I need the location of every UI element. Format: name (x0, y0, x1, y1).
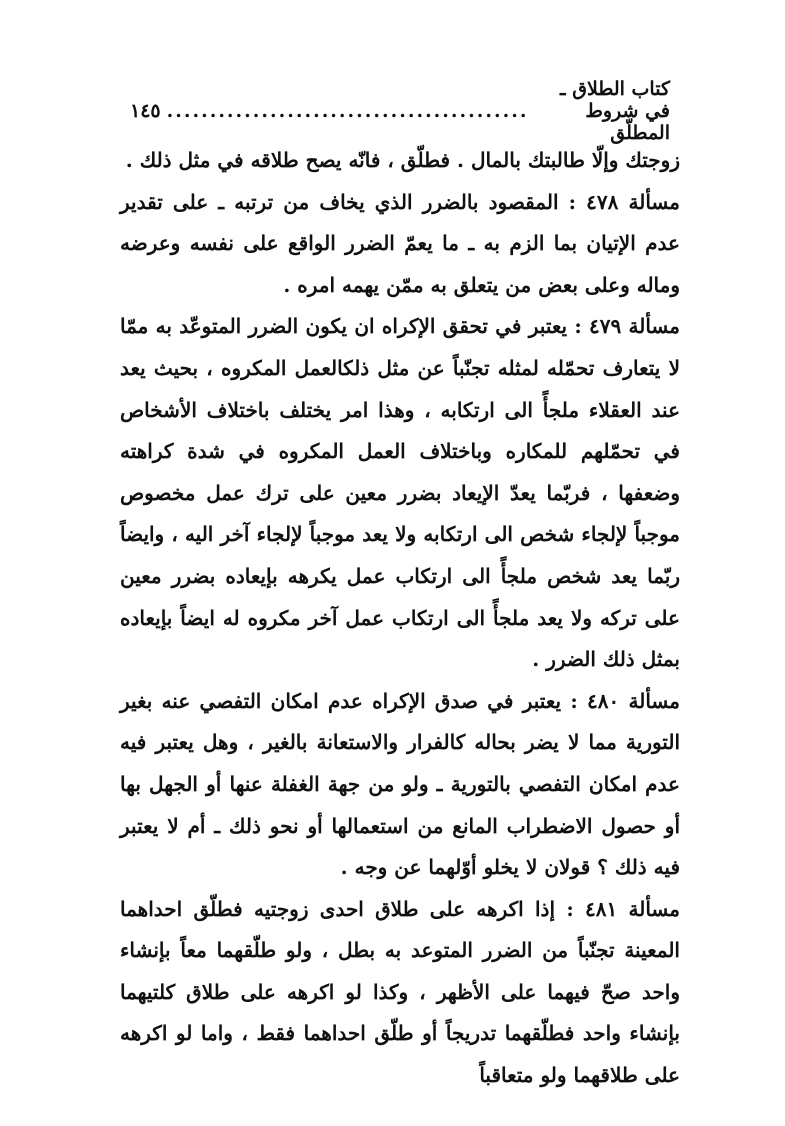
paragraph-text: زوجتك وإلّا طالبتك بالمال . فطلّق ، فانّه يصح طلاقه في مثل ذلك . (125, 148, 680, 172)
paragraph-continuation (120, 140, 680, 182)
issue-label: مسألة ٤٨١ : (566, 896, 680, 921)
issue-label: مسألة ٤٧٨ : (568, 189, 680, 214)
issue-478 (120, 182, 680, 307)
page-number: ١٤٥ (130, 100, 161, 122)
paragraph-text: يعتبر في صدق الإكراه عدم امكان التفصي عنه بغير التورية مما لا يضر بحاله كالفرار والاستعانة بالغير ، وهل يعتبر فيه عدم امكان التفصي بالتورية ـ ولو من جهة الغفلة عنها أو الجهل بها أو حصول الاضطراب المانع من استعمالها أو نحو ذلك ـ أم لا يعتبر فيه ذلك ؟ قولان لا يخلو أوّلهما عن وجه . (120, 688, 680, 880)
issue-480 (120, 681, 680, 889)
header-leader-dots: .......................................... (166, 100, 529, 122)
issue-label: مسألة ٤٨٠ : (570, 688, 680, 713)
header-title: كتاب الطلاق ـ في شروط المطلّق (560, 78, 670, 144)
paragraph-text: يعتبر في تحقق الإكراه ان يكون الضرر المتوعّد به ممّا لا يتعارف تحمّله لمثله تجنّباً عن مثل ذلكالعمل المكروه ، بحيث يعد عند العقلاء ملجأً الى ارتكابه ، وهذا امر يختلف باختلاف الأشخاص في تحمّلهم للمكاره وباختلاف العمل المكروه في شدة كراهته وضعفها ، فربّما يعدّ الإيعاد بضرر معين على ترك عمل مخصوص موجباً لإلجاء شخص الى ارتكابه ولا يعد موجباً لإلجاء آخر اليه ، وايضاً ربّما يعد شخص ملجأً الى ارتكاب عمل يكرهه بإيعاده بضرر معين على تركه ولا يعد ملجأً الى ارتكاب عمل آخر مكروه له ايضاً بإيعاده بمثل ذلك الضرر . (120, 314, 680, 672)
issue-label: مسألة ٤٧٩ : (574, 314, 680, 339)
issue-481 (120, 889, 680, 1097)
paragraph-text: إذا اكرهه على طلاق احدى زوجتيه فطلّق احداهما المعينة تجنّباً من الضرر المتوعد به بطل ، ولو طلّقهما معاً بإنشاء واحد صحّ فيهما على الأظهر ، وكذا لو اكرهه على طلاق كلتيهما بإنشاء واحد فطلّقهما تدريجاً أو طلّق احداهما فقط ، واما لو اكرهه على طلاقهما ولو متعاقباً (120, 896, 680, 1088)
running-header (130, 78, 670, 144)
issue-479 (120, 306, 680, 680)
page-body (120, 140, 680, 1097)
paragraph-text: المقصود بالضرر الذي يخاف من ترتبه ـ على تقدير عدم الإتيان بما الزم به ـ ما يعمّ الضرر الواقع على نفسه وعرضه وماله وعلى بعض من يتعلق به ممّن يهمه امره . (120, 189, 680, 297)
